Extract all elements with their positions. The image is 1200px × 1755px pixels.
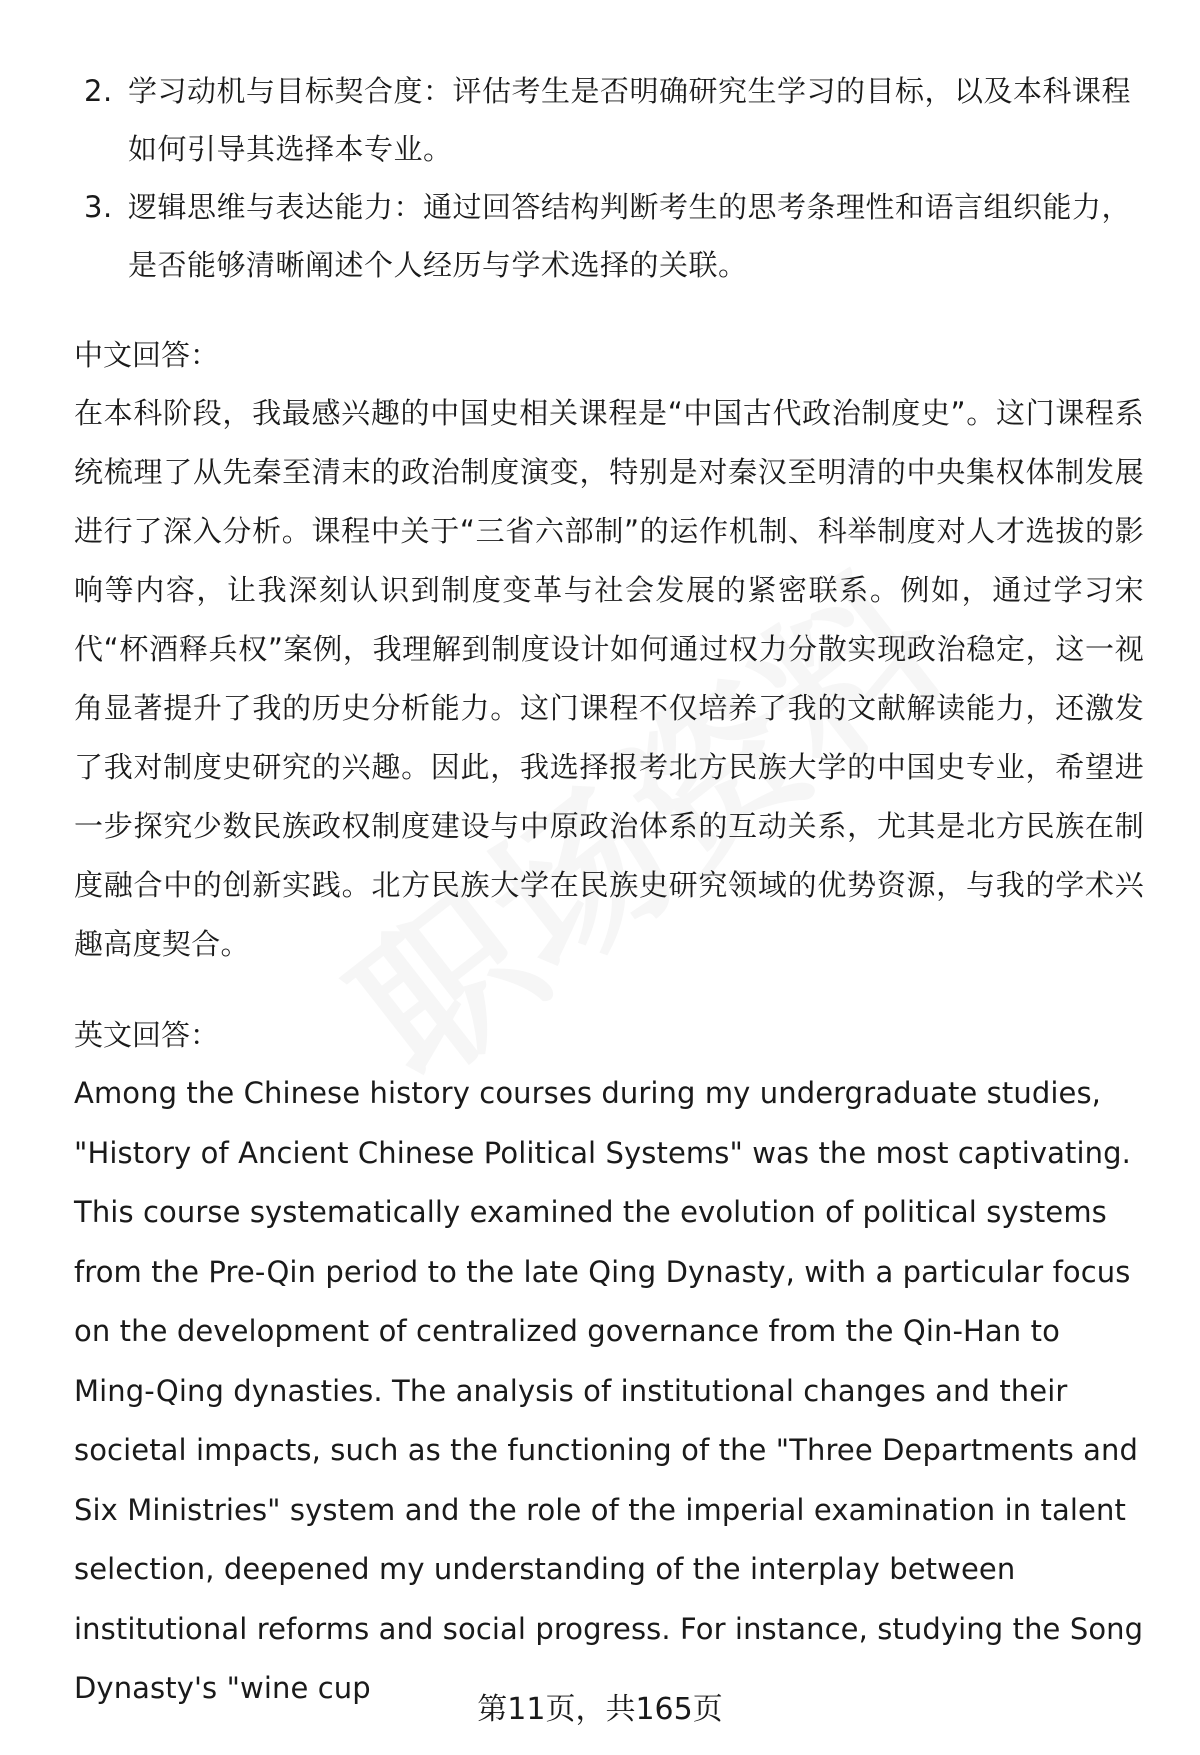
list-item-number: 2. [84,74,113,108]
chinese-answer-label: 中文回答： [74,338,220,372]
list-item-number: 3. [84,190,113,224]
page-indicator: 第11页，共165页 [477,1692,723,1727]
list-item-text: 学习动机与目标契合度：评估考生是否明确研究生学习的目标，以及本科课程如何引导其选择本专业。 [128,74,1132,166]
english-answer-paragraph: Among the Chinese history courses during my undergraduate studies, "History of Ancient Chinese Political Systems" was the most captivating. This course systematically examined the evolution of political systems from the Pre-Qin period to the late Qing Dynasty, with a particular focus on the development of centralized governance from the Qin-Han to Ming-Qing dynasties. The analysis of institutional changes and their societal impacts, such as the functioning of the "Three Departments and Six Ministries" system and the role of the imperial examination in talent selection, deepened my understanding of the interplay between institutional reforms and social progress. For instance, studying the Song Dynasty's "wine cup [74,1076,1144,1705]
list-item [74,178,1144,294]
criteria-list [74,62,1144,294]
list-item [74,62,1144,178]
list-item-text: 逻辑思维与表达能力：通过回答结构判断考生的思考条理性和语言组织能力，是否能够清晰阐述个人经历与学术选择的关联。 [128,190,1132,282]
english-answer-label: 英文回答： [74,1018,220,1052]
chinese-answer-paragraph: 在本科阶段，我最感兴趣的中国史相关课程是“中国古代政治制度史”。这门课程系统梳理了从先秦至清末的政治制度演变，特别是对秦汉至明清的中央集权体制发展进行了深入分析。课程中关于“三省六部制”的运作机制、科举制度对人才选拔的影响等内容，让我深刻认识到制度变革与社会发展的紧密联系。例如，通过学习宋代“杯酒释兵权”案例，我理解到制度设计如何通过权力分散实现政治稳定，这一视角显著提升了我的历史分析能力。这门课程不仅培养了我的文献解读能力，还激发了我对制度史研究的兴趣。因此，我选择报考北方民族大学的中国史专业，希望进一步探究少数民族政权制度建设与中原政治体系的互动关系，尤其是北方民族在制度融合中的创新实践。北方民族大学在民族史研究领域的优势资源，与我的学术兴趣高度契合。 [74,396,1144,961]
document-page [74,62,1144,1719]
